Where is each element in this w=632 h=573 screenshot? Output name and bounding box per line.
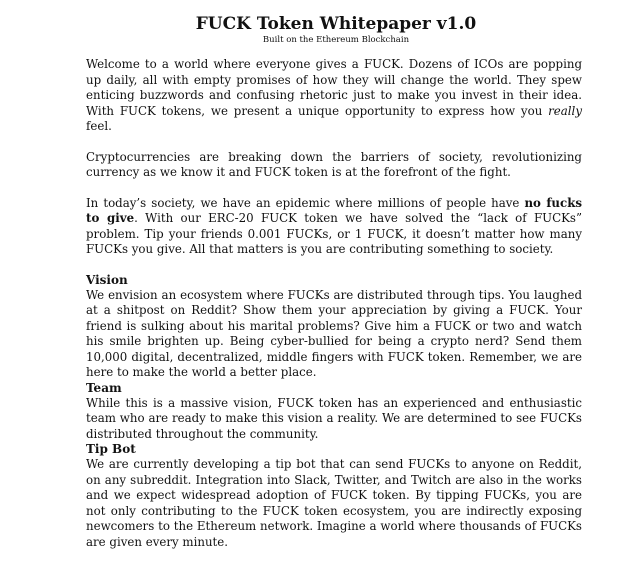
section-tip-bot: [86, 442, 582, 550]
intro-p3-text-a: In today’s society, we have an epidemic where millions of people have: [86, 195, 525, 210]
section-heading-tip-bot: Tip Bot: [86, 442, 136, 456]
intro-p3-text-b: . With our ERC-20 FUCK token we have solved the “lack of FUCKs” problem. Tip your friends 0.001 FUCKs, or 1 FUCK, it doesn’t matter how many FUCKs you give. All that matters is you are contributing something to society.: [86, 211, 583, 256]
intro-paragraph-3: [86, 196, 582, 258]
intro-p1-emphasis: really: [548, 103, 582, 118]
intro-p1-text-a: Welcome to a world where everyone gives a FUCK. Dozens of ICOs are popping up daily, all with empty promises of how they will change the world. They spew enticing buzzwords and confusing rhetoric just to make you invest in their idea. With FUCK tokens, we present a unique opportunity to express how you: [86, 57, 582, 118]
intro-p3-bold: no fucks to give: [86, 195, 583, 225]
section-vision: [86, 273, 582, 381]
section-body-team: While this is a massive vision, FUCK token has an experienced and enthusiastic team who are ready to make this vision a reality. We are determined to see FUCKs distributed throughout the community.: [86, 395, 582, 441]
document-subtitle: Built on the Ethereum Blockchain: [262, 35, 410, 45]
section-heading-team: Team: [86, 380, 122, 395]
section-team: [86, 381, 582, 443]
section-body-vision: We envision an ecosystem where FUCKs are distributed through tips. You laughed at a shitpost on Reddit? Show them your appreciation by giving a FUCK. Your friend is sulking about his marital problems? Give him a FUCK or two and watch his smile brighten up. Being cyber-bullied for being a crypto nerd? Send them 10,000 digital, decentralized, middle fingers with FUCK token. Remember, we are here to make the world a better place.: [86, 287, 582, 379]
intro-p1-text-b: feel.: [86, 119, 112, 133]
document-title: FUCK Token Whitepaper v1.0: [195, 14, 477, 34]
intro-paragraph-1: [86, 57, 582, 135]
section-heading-vision: Vision: [86, 272, 128, 287]
section-body-tip-bot: We are currently developing a tip bot that can send FUCKs to anyone on Reddit, on any subreddit. Integration into Slack, Twitter, and Twitch are also in the works and we expect widespread adoption of FUCK token. By tipping FUCKs, you are not only contributing to the FUCK token ecosystem, you are indirectly exposing newcomers to the Ethereum network. Imagine a world where thousands of FUCKs are given every minute.: [86, 457, 582, 549]
intro-paragraph-2: Cryptocurrencies are breaking down the barriers of society, revolutionizing currency as we know it and FUCK token is at the forefront of the fight.: [86, 149, 582, 179]
